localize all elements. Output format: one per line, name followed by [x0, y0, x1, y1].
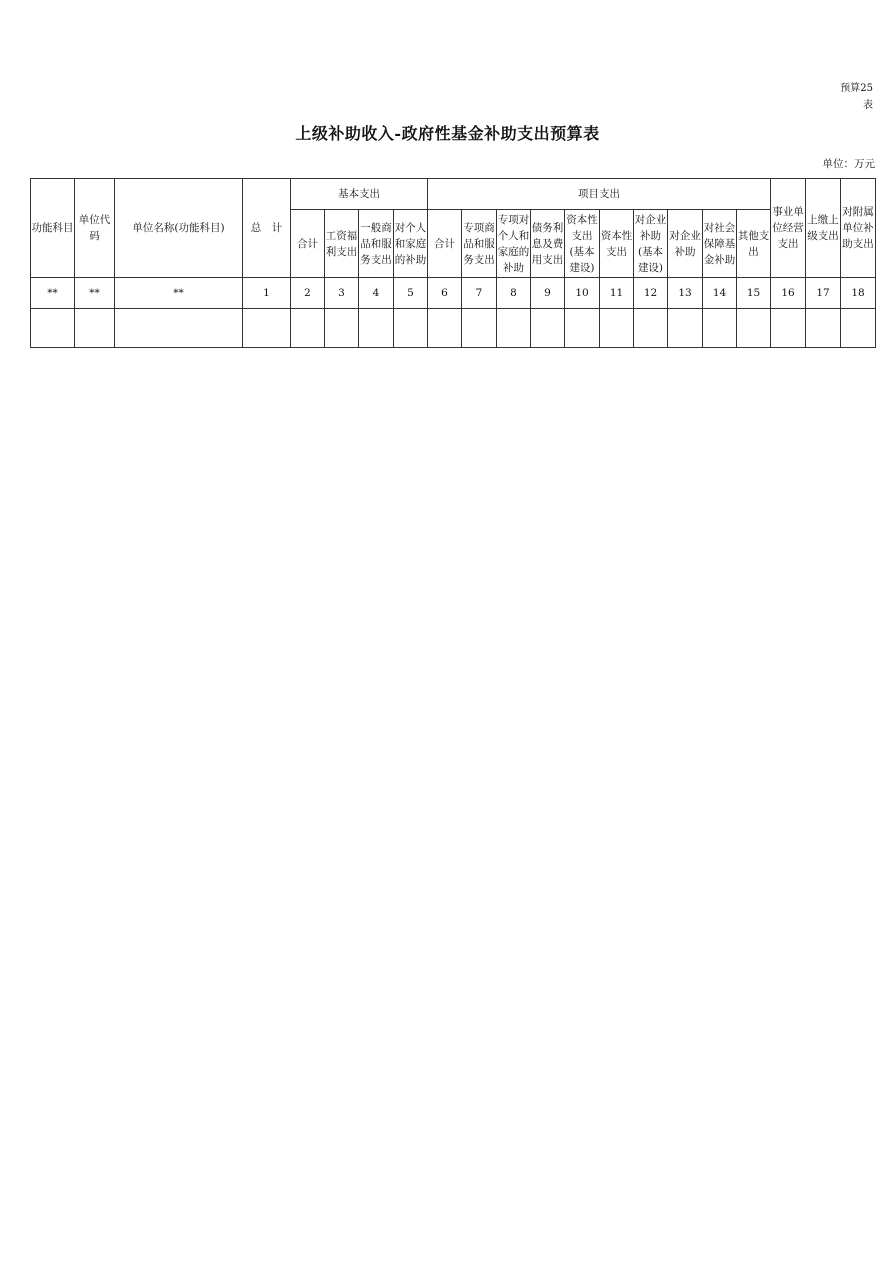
- data-cell: [394, 309, 428, 348]
- data-cell: [243, 309, 291, 348]
- data-cell: [325, 309, 359, 348]
- header-basic-household: 对个人和家庭的补助: [394, 210, 428, 278]
- data-cell: [806, 309, 841, 348]
- header-basic-group: 基本支出: [291, 179, 428, 210]
- index-cell: 6: [428, 278, 462, 309]
- data-cell: [634, 309, 668, 348]
- header-project-capital-construction: 资本性支出(基本建设): [565, 210, 600, 278]
- data-cell: [531, 309, 565, 348]
- header-func-subject: 功能科目: [31, 179, 75, 278]
- index-cell: 3: [325, 278, 359, 309]
- header-row-groups: [31, 179, 876, 210]
- unit-label: 单位：万元: [822, 158, 875, 170]
- header-unit-code: 单位代码: [75, 179, 115, 278]
- header-project-debt: 债务利息及费用支出: [531, 210, 565, 278]
- index-cell: 18: [841, 278, 876, 309]
- header-project-total: 合计: [428, 210, 462, 278]
- data-cell: [428, 309, 462, 348]
- data-cell: [600, 309, 634, 348]
- data-cell: [291, 309, 325, 348]
- data-cell: [359, 309, 394, 348]
- table-number: [813, 80, 873, 114]
- data-cell: [703, 309, 737, 348]
- data-cell: [841, 309, 876, 348]
- empty-data-row: [31, 309, 876, 348]
- data-cell: [668, 309, 703, 348]
- index-cell: **: [31, 278, 75, 309]
- index-cell: 14: [703, 278, 737, 309]
- header-basic-goods: 一般商品和服务支出: [359, 210, 394, 278]
- header-basic-salary: 工资福利支出: [325, 210, 359, 278]
- index-cell: 1: [243, 278, 291, 309]
- index-cell: **: [75, 278, 115, 309]
- header-business-unit: 事业单位经营支出: [771, 179, 806, 278]
- header-project-capital: 资本性支出: [600, 210, 634, 278]
- data-cell: [31, 309, 75, 348]
- data-cell: [497, 309, 531, 348]
- index-row: [31, 278, 876, 309]
- table-number-line-1: 预算25: [840, 83, 873, 94]
- index-cell: **: [115, 278, 243, 309]
- page-title: 上级补助收入-政府性基金补助支出预算表: [295, 124, 600, 143]
- header-unit-name: 单位名称(功能科目): [115, 179, 243, 278]
- index-cell: 16: [771, 278, 806, 309]
- header-project-group: 项目支出: [428, 179, 771, 210]
- index-cell: 10: [565, 278, 600, 309]
- header-project-other: 其他支出: [737, 210, 771, 278]
- index-cell: 11: [600, 278, 634, 309]
- header-upper-submit: 上缴上级支出: [806, 179, 841, 278]
- data-cell: [115, 309, 243, 348]
- header-total: 总 计: [243, 179, 291, 278]
- data-cell: [565, 309, 600, 348]
- index-cell: 8: [497, 278, 531, 309]
- index-cell: 12: [634, 278, 668, 309]
- header-project-social-security: 对社会保障基金补助: [703, 210, 737, 278]
- budget-table: [30, 178, 876, 348]
- index-cell: 7: [462, 278, 497, 309]
- index-cell: 13: [668, 278, 703, 309]
- header-affiliated: 对附属单位补助支出: [841, 179, 876, 278]
- index-cell: 4: [359, 278, 394, 309]
- header-basic-total: 合计: [291, 210, 325, 278]
- data-cell: [737, 309, 771, 348]
- index-cell: 9: [531, 278, 565, 309]
- data-cell: [771, 309, 806, 348]
- index-cell: 5: [394, 278, 428, 309]
- data-cell: [462, 309, 497, 348]
- header-project-goods: 专项商品和服务支出: [462, 210, 497, 278]
- index-cell: 17: [806, 278, 841, 309]
- header-project-enterprise-construction: 对企业补助(基本建设): [634, 210, 668, 278]
- header-project-household: 专项对个人和家庭的补助: [497, 210, 531, 278]
- table-number-line-2: 表: [863, 100, 873, 111]
- index-cell: 15: [737, 278, 771, 309]
- index-cell: 2: [291, 278, 325, 309]
- header-project-enterprise: 对企业补助: [668, 210, 703, 278]
- data-cell: [75, 309, 115, 348]
